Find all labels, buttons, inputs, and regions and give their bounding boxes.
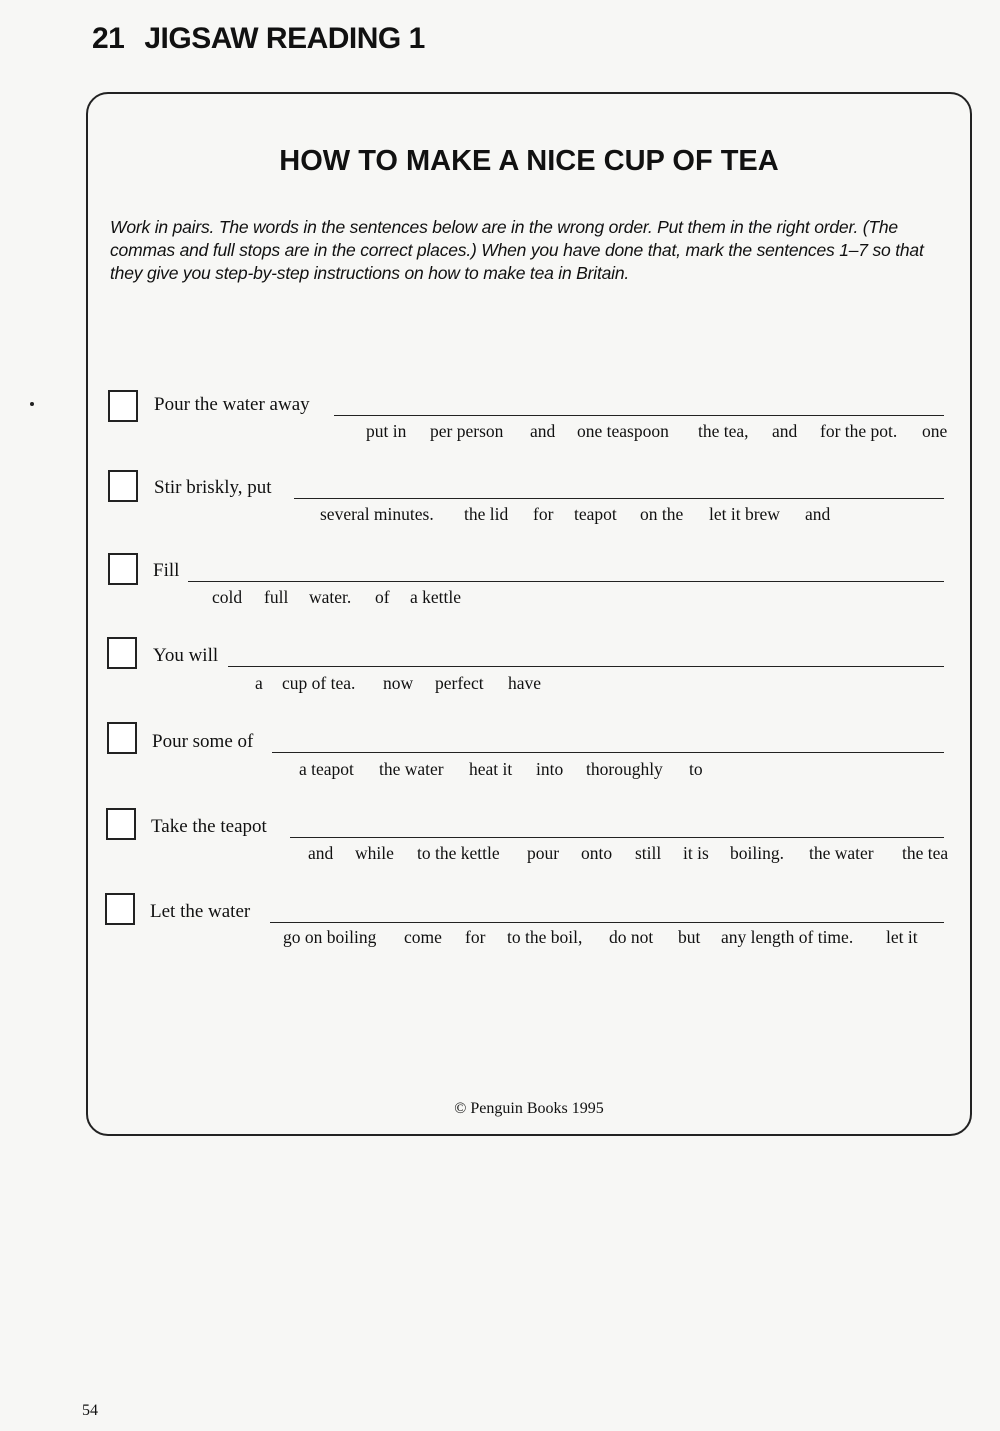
unit-number: 21 [92,22,125,55]
word-chip: to the kettle [417,843,500,863]
order-checkbox[interactable] [108,553,138,585]
word-chip: teapot [574,504,617,524]
word-chip: one [922,421,948,441]
word-chip: a teapot [299,759,354,779]
word-chip: still [635,843,662,863]
worksheet-title: HOW TO MAKE A NICE CUP OF TEA [279,145,779,177]
word-chip: let it brew [709,504,780,524]
word-chip: the water [379,759,444,779]
instructions-text: Work in pairs. The words in the sentences below are in the wrong order. Put them in the right order. (The commas and full stops are in the correct places.) When you have done that, mark the sentences 1–7 so that they give you step-by-step instructions on how to make tea in Britain. [110,217,924,283]
word-chip: onto [581,843,613,863]
sentence-starter: You will [153,645,219,666]
word-chip: for the pot. [820,421,898,441]
word-chip: of [375,587,390,607]
word-chip: it is [683,843,709,863]
word-chip: heat it [469,759,513,779]
word-chip: boiling. [730,843,784,863]
word-chip: the tea, [698,421,749,441]
sentence-starter: Pour some of [152,731,254,752]
page-number: 54 [82,1402,98,1419]
word-chip: let it [886,927,918,947]
word-chip: and [805,504,831,524]
word-chip: and [530,421,556,441]
sentence-starter: Take the teapot [151,816,267,837]
order-checkbox[interactable] [108,390,138,422]
word-chip: one teaspoon [577,421,669,441]
sentence-starter: Stir briskly, put [154,477,272,498]
sentence-starter: Pour the water away [154,394,310,415]
word-chip: perfect [435,673,484,693]
word-chip: thoroughly [586,759,663,779]
word-chip: full [264,587,289,607]
word-chip: put in [366,421,407,441]
order-checkbox[interactable] [108,470,138,502]
sentence-starter: Fill [153,560,180,581]
word-chip: on the [640,504,684,524]
word-chip: now [383,673,414,693]
word-chip: cup of tea. [282,673,356,693]
word-chip: pour [527,843,560,863]
word-chip: to [689,759,703,779]
word-chip: do not [609,927,654,947]
order-checkbox[interactable] [105,893,135,925]
word-chip: any length of time. [721,927,854,947]
word-chip: for [465,927,486,947]
order-checkbox[interactable] [106,808,136,840]
word-chip: go on boiling [283,927,377,947]
word-chip: cold [212,587,243,607]
word-chip: and [308,843,334,863]
order-checkbox[interactable] [107,637,137,669]
margin-dot [30,402,34,406]
word-chip: to the boil, [507,927,583,947]
word-chip: have [508,673,542,693]
word-chip: several minutes. [320,504,434,524]
answer-line[interactable] [228,666,944,667]
word-chip: the water [809,843,874,863]
answer-line[interactable] [272,752,944,753]
word-chip: the lid [464,504,509,524]
word-chip: come [404,927,442,947]
word-chip: the tea [902,843,949,863]
order-checkbox[interactable] [107,722,137,754]
word-chip: water. [309,587,352,607]
copyright-notice: © Penguin Books 1995 [454,1100,604,1117]
answer-line[interactable] [188,581,944,582]
word-chip: per person [430,421,504,441]
answer-line[interactable] [334,415,944,416]
answer-line[interactable] [270,922,944,923]
word-chip: a kettle [410,587,462,607]
sentence-starter: Let the water [150,901,251,922]
word-chip: but [678,927,701,947]
unit-title: JIGSAW READING 1 [144,22,425,55]
word-chip: into [536,759,564,779]
answer-line[interactable] [290,837,944,838]
answer-line[interactable] [294,498,944,499]
word-chip: for [533,504,554,524]
word-chip: and [772,421,798,441]
word-chip: a [255,673,263,693]
word-chip: while [355,843,394,863]
